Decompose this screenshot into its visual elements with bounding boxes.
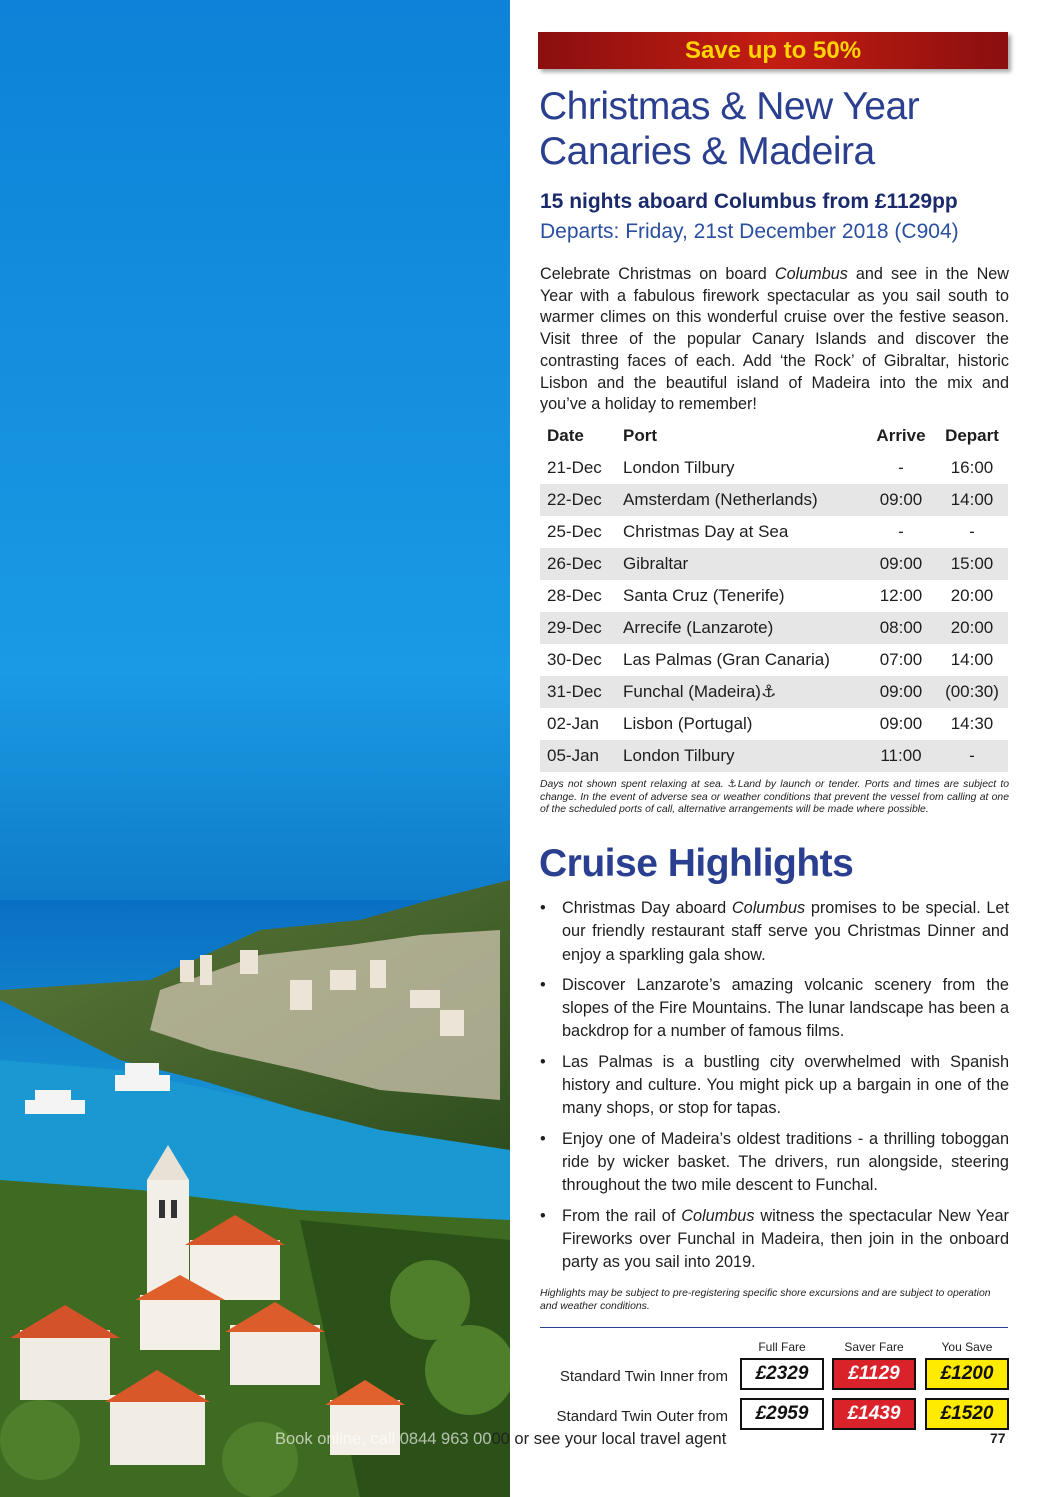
booking-footer [275, 1430, 726, 1449]
row-depart: 14:00 [950, 490, 994, 509]
bullet: • [540, 1052, 546, 1071]
row-port: Gibraltar [623, 554, 689, 573]
saver-fare-outer: £1439 [832, 1398, 916, 1430]
row-port: Arrecife (Lanzarote) [623, 618, 774, 637]
row-arrive: - [898, 458, 904, 477]
row-arrive: 09:00 [879, 554, 923, 573]
page-number: 77 [990, 1430, 1006, 1446]
highlight-text: Discover Lanzarote’s amazing volcanic scenery from the slopes of the Fire Mountains. The lunar landscape has been a backdrop for a number of famous films. [562, 975, 1009, 1041]
title-line-1: Christmas & New Year [539, 85, 920, 128]
row-arrive: 11:00 [880, 746, 922, 765]
row-port: Funchal (Madeira)⚓ [623, 682, 777, 701]
full-fare-outer: £2959 [740, 1398, 824, 1430]
intro-text-1: Celebrate Christmas on board [540, 265, 775, 283]
table-row [540, 548, 1008, 580]
table-row [540, 676, 1008, 708]
header-port: Port [623, 426, 657, 445]
highlight-ship-name: Columbus [731, 899, 806, 917]
header-depart: Depart [945, 426, 999, 445]
footer-text: 00 or see your local travel agent [491, 1430, 727, 1448]
row-port: Las Palmas (Gran Canaria) [623, 650, 830, 669]
row-depart: 14:00 [950, 650, 994, 669]
intro-text-2: and see in the New Year with a fabulous firework spectacular as you sail south to warmer climes on this wonderful cruise over the festive season. Visit three of the popular Canary Islands and discover the contrasting faces of each. Add ‘the Rock’ of Gibraltar, historic Lisbon and the beautiful island of Madeira into the mix and you’ve a holiday to remember! [540, 265, 1009, 414]
title-line-2: Canaries & Madeira [539, 130, 875, 173]
intro-paragraph [540, 264, 1009, 416]
row-depart: 14:30 [950, 714, 994, 733]
fare-header-full: Full Fare [758, 1340, 806, 1354]
you-save-inner: £1200 [925, 1358, 1009, 1390]
row-arrive: - [898, 522, 904, 541]
row-depart: 15:00 [950, 554, 994, 573]
highlights-note: Highlights may be subject to pre-registering specific shore excursions and are subject to operation and weather conditions. [540, 1288, 991, 1312]
row-arrive: 07:00 [879, 650, 923, 669]
intro-ship-name: Columbus [774, 265, 848, 283]
highlight-text: Las Palmas is a bustling city overwhelmed with Spanish history and culture. You might pick up a bargain in one of the many shops, or stop for tapas. [562, 1052, 1009, 1118]
list-item [540, 974, 1009, 1044]
row-port: Santa Cruz (Tenerife) [623, 586, 785, 605]
row-arrive: 09:00 [879, 714, 923, 733]
footer-text-faded: Book online, call 0844 963 00 [275, 1430, 492, 1448]
fare-label-inner: Standard Twin Inner from [559, 1368, 728, 1385]
row-date: 28-Dec [547, 586, 602, 605]
row-date: 21-Dec [547, 458, 602, 477]
row-depart: 20:00 [950, 618, 994, 637]
row-port: London Tilbury [623, 458, 735, 477]
list-item [540, 897, 1009, 967]
row-port: Christmas Day at Sea [623, 522, 789, 541]
list-item [540, 1205, 1009, 1275]
table-row [540, 740, 1008, 772]
list-item [540, 1128, 1009, 1198]
table-row [540, 452, 1008, 484]
bullet: • [540, 899, 546, 917]
highlight-text: From the rail of [562, 1206, 682, 1225]
row-date: 02-Jan [547, 714, 599, 733]
header-date: Date [547, 426, 584, 445]
row-arrive: 09:00 [879, 490, 923, 509]
bullet: • [540, 975, 546, 994]
page-title [539, 84, 1009, 174]
fare-label-outer: Standard Twin Outer from [556, 1408, 728, 1425]
list-item [540, 1051, 1009, 1121]
table-row [540, 612, 1008, 644]
you-save-outer: £1520 [925, 1398, 1009, 1430]
row-depart: 20:00 [950, 586, 994, 605]
row-date: 29-Dec [547, 618, 602, 637]
row-arrive: 12:00 [879, 586, 923, 605]
divider [540, 1327, 1008, 1328]
highlights-list [540, 897, 1009, 1281]
highlight-text: Enjoy one of Madeira’s oldest traditions - a thrilling toboggan ride by wicker basket. The drivers, run alongside, steering throughout the two mile descent to Funchal. [562, 1129, 1009, 1195]
highlight-text: witness the spectacular New Year Fireworks over Funchal in Madeira, then join in the onboard party as you sail into 2019. [562, 1206, 1009, 1272]
row-port: Amsterdam (Netherlands) [623, 490, 818, 509]
row-depart: (00:30) [945, 682, 999, 701]
row-arrive: 08:00 [879, 618, 923, 637]
row-port: London Tilbury [623, 746, 735, 765]
row-date: 22-Dec [547, 490, 602, 509]
row-depart: - [969, 522, 975, 541]
row-arrive: 09:00 [879, 682, 923, 701]
highlight-text: promises to be special. Let our friendly restaurant staff serve you Christmas Dinner and enjoy a sparkling gala show. [562, 899, 1009, 964]
madeira-harbour-photo [0, 0, 510, 1497]
row-depart: - [969, 746, 975, 765]
header-arrive: Arrive [876, 426, 926, 445]
fare-header-saver: Saver Fare [844, 1340, 904, 1354]
full-fare-inner: £2329 [740, 1358, 824, 1390]
row-date: 26-Dec [547, 554, 602, 573]
row-date: 05-Jan [547, 746, 599, 765]
row-date: 30-Dec [547, 650, 602, 669]
row-date: 31-Dec [547, 682, 602, 701]
row-date: 25-Dec [547, 522, 602, 541]
saver-fare-inner: £1129 [832, 1358, 916, 1390]
itinerary-note: Days not shown spent relaxing at sea. ⚓Land by launch or tender. Ports and times are subject to change. In the event of adverse sea or weather conditions that prevent the vessel from calling at one of the scheduled ports of call, alternative arrangements will be made where possible. [540, 779, 1009, 815]
fare-header-save: You Save [941, 1340, 993, 1354]
row-port: Lisbon (Portugal) [623, 714, 753, 733]
highlight-ship-name: Columbus [681, 1206, 755, 1225]
table-row [540, 516, 1008, 548]
discount-banner: Save up to 50% [538, 32, 1008, 69]
highlights-title: Cruise Highlights [539, 842, 854, 885]
cruise-subtitle: 15 nights aboard Columbus from £1129pp [540, 190, 958, 213]
table-row [540, 580, 1008, 612]
bullet: • [540, 1129, 546, 1148]
table-row [540, 708, 1008, 740]
bullet: • [540, 1206, 546, 1225]
departure-info: Departs: Friday, 21st December 2018 (C904) [540, 220, 959, 243]
row-depart: 16:00 [950, 458, 994, 477]
itinerary-header [540, 420, 1008, 452]
itinerary-table [540, 420, 1008, 772]
table-row [540, 644, 1008, 676]
table-row [540, 484, 1008, 516]
highlight-text: Christmas Day aboard [562, 899, 732, 917]
